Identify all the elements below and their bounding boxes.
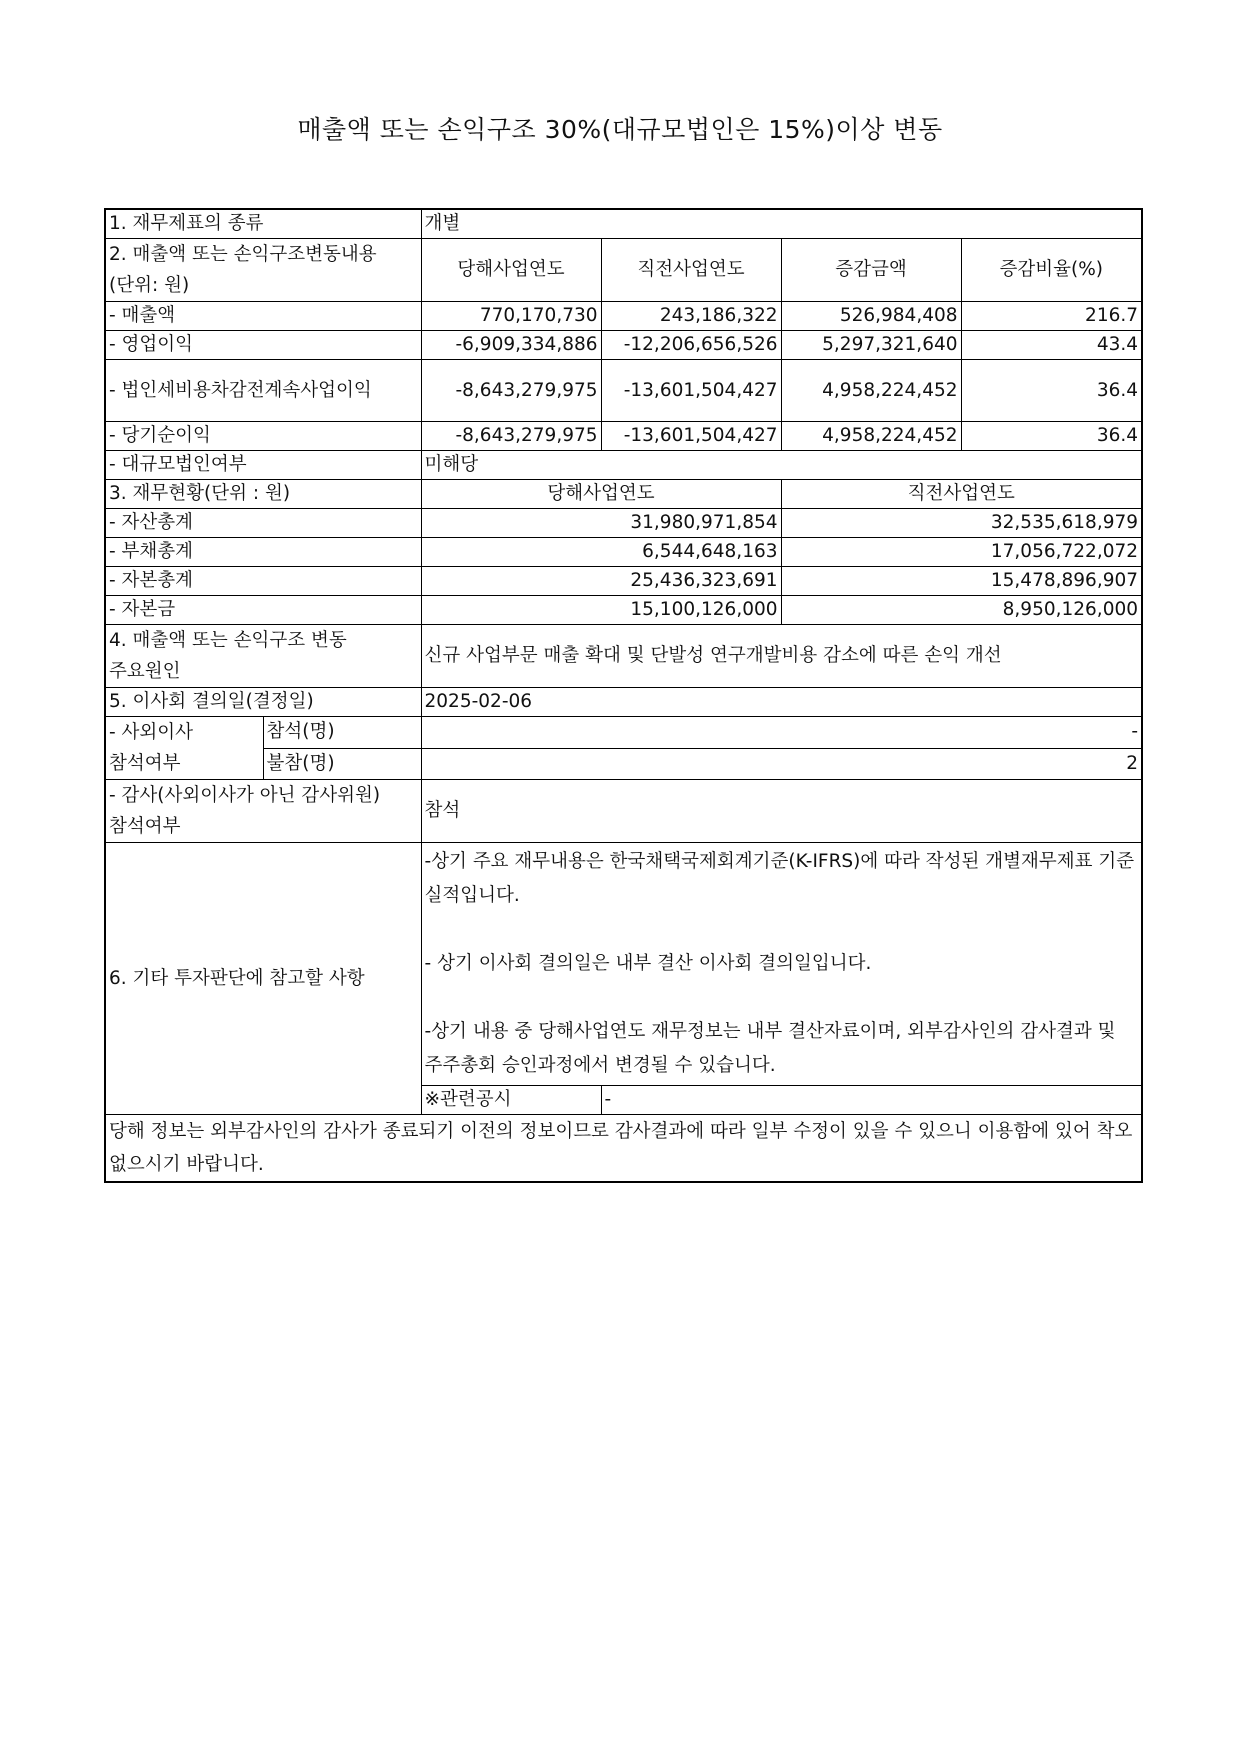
table-row: [105, 331, 1142, 360]
board-date-row: [105, 688, 1142, 717]
auditor-row: [105, 780, 1142, 843]
remarks-content: [421, 843, 1142, 1086]
row-label: - 매출액: [105, 302, 421, 331]
cell-ratio: 216.7: [961, 302, 1142, 331]
cell-previous: 32,535,618,979: [781, 509, 1142, 538]
row-label: - 자본총계: [105, 567, 421, 596]
table-row: [105, 538, 1142, 567]
remark-text: -상기 주요 재무내용은 한국채택국제회계기준(K-IFRS)에 따라 작성된 개별재무제표 기준 실적입니다.: [424, 851, 1135, 906]
change-section-label: 2. 매출액 또는 손익구조변동내용(단위: 원): [105, 239, 421, 302]
absent-label: 불참(명): [263, 748, 421, 780]
cell-current: 6,544,648,163: [421, 538, 781, 567]
remarks-row: [105, 843, 1142, 1086]
cell-previous: 243,186,322: [601, 302, 781, 331]
header-previous-year: 직전사업연도: [601, 239, 781, 302]
table-row: [105, 360, 1142, 422]
auditor-value: 참석: [421, 780, 1142, 843]
table-row: [105, 596, 1142, 625]
cell-previous: -13,601,504,427: [601, 360, 781, 422]
table-row: [105, 422, 1142, 451]
cell-ratio: 36.4: [961, 360, 1142, 422]
outside-director-attend-row: [105, 717, 1142, 749]
cell-previous: 15,478,896,907: [781, 567, 1142, 596]
row-label: - 당기순이익: [105, 422, 421, 451]
absent-value: 2: [421, 748, 1142, 780]
cell-ratio: 36.4: [961, 422, 1142, 451]
remark-text: -상기 내용 중 당해사업연도 재무정보는 내부 결산자료이며, 외부감사인의 감사결과 및 주주총회 승인과정에서 변경될 수 있습니다.: [424, 1021, 1116, 1076]
cell-current: 31,980,971,854: [421, 509, 781, 538]
cell-current: 15,100,126,000: [421, 596, 781, 625]
cell-change: 4,958,224,452: [781, 360, 961, 422]
remarks-label: 6. 기타 투자판단에 참고할 사항: [105, 843, 421, 1115]
header-current-year: 당해사업연도: [421, 480, 781, 509]
cell-current: 25,436,323,691: [421, 567, 781, 596]
remark-text: - 상기 이사회 결의일은 내부 결산 이사회 결의일입니다.: [424, 953, 872, 974]
header-previous-year: 직전사업연도: [781, 480, 1142, 509]
cell-change: 526,984,408: [781, 302, 961, 331]
cell-current: -6,909,334,886: [421, 331, 601, 360]
row-label: - 법인세비용차감전계속사업이익: [105, 360, 421, 422]
header-change-ratio: 증감비율(%): [961, 239, 1142, 302]
row-label: - 부채총계: [105, 538, 421, 567]
outside-director-label: - 사외이사 참석여부: [105, 717, 263, 780]
table-row: [105, 509, 1142, 538]
board-date-value: 2025-02-06: [421, 688, 1142, 717]
page-title: 매출액 또는 손익구조 30%(대규모법인은 15%)이상 변동: [297, 115, 943, 144]
row-label: - 영업이익: [105, 331, 421, 360]
table-row: [105, 567, 1142, 596]
statement-type-label: 1. 재무제표의 종류: [105, 209, 421, 239]
cell-current: -8,643,279,975: [421, 422, 601, 451]
table-row: [105, 302, 1142, 331]
cell-change: 4,958,224,452: [781, 422, 961, 451]
cell-current: -8,643,279,975: [421, 360, 601, 422]
main-cause-label: 4. 매출액 또는 손익구조 변동 주요원인: [105, 625, 421, 688]
attend-value: -: [421, 717, 1142, 749]
cell-previous: 17,056,722,072: [781, 538, 1142, 567]
statement-type-row: [105, 209, 1142, 239]
cell-change: 5,297,321,640: [781, 331, 961, 360]
attend-label: 참석(명): [263, 717, 421, 749]
related-disclosure-label: ※관련공시: [421, 1086, 601, 1115]
financial-header-row: [105, 480, 1142, 509]
board-date-label: 5. 이사회 결의일(결정일): [105, 688, 421, 717]
header-current-year: 당해사업연도: [421, 239, 601, 302]
row-label: - 자본금: [105, 596, 421, 625]
statement-type-value: 개별: [421, 209, 1142, 239]
footnote-row: [105, 1115, 1142, 1183]
cell-previous: 8,950,126,000: [781, 596, 1142, 625]
auditor-label: - 감사(사외이사가 아닌 감사위원)참석여부: [105, 780, 421, 843]
header-change-amount: 증감금액: [781, 239, 961, 302]
row-label: - 자산총계: [105, 509, 421, 538]
cell-previous: -12,206,656,526: [601, 331, 781, 360]
large-corp-label: - 대규모법인여부: [105, 451, 421, 480]
cell-previous: -13,601,504,427: [601, 422, 781, 451]
cell-ratio: 43.4: [961, 331, 1142, 360]
main-cause-row: [105, 625, 1142, 688]
large-corp-value: 미해당: [421, 451, 1142, 480]
main-cause-value: 신규 사업부문 매출 확대 및 단발성 연구개발비용 감소에 따른 손익 개선: [421, 625, 1142, 688]
cell-current: 770,170,730: [421, 302, 601, 331]
related-disclosure-value: -: [601, 1086, 1142, 1115]
financial-section-label: 3. 재무현황(단위 : 원): [105, 480, 421, 509]
disclosure-table: [104, 208, 1143, 1183]
change-header-row: [105, 239, 1142, 302]
large-corp-row: [105, 451, 1142, 480]
footnote: 당해 정보는 외부감사인의 감사가 종료되기 이전의 정보이므로 감사결과에 따라 일부 수정이 있을 수 있으니 이용함에 있어 착오 없으시기 바랍니다.: [105, 1115, 1142, 1183]
